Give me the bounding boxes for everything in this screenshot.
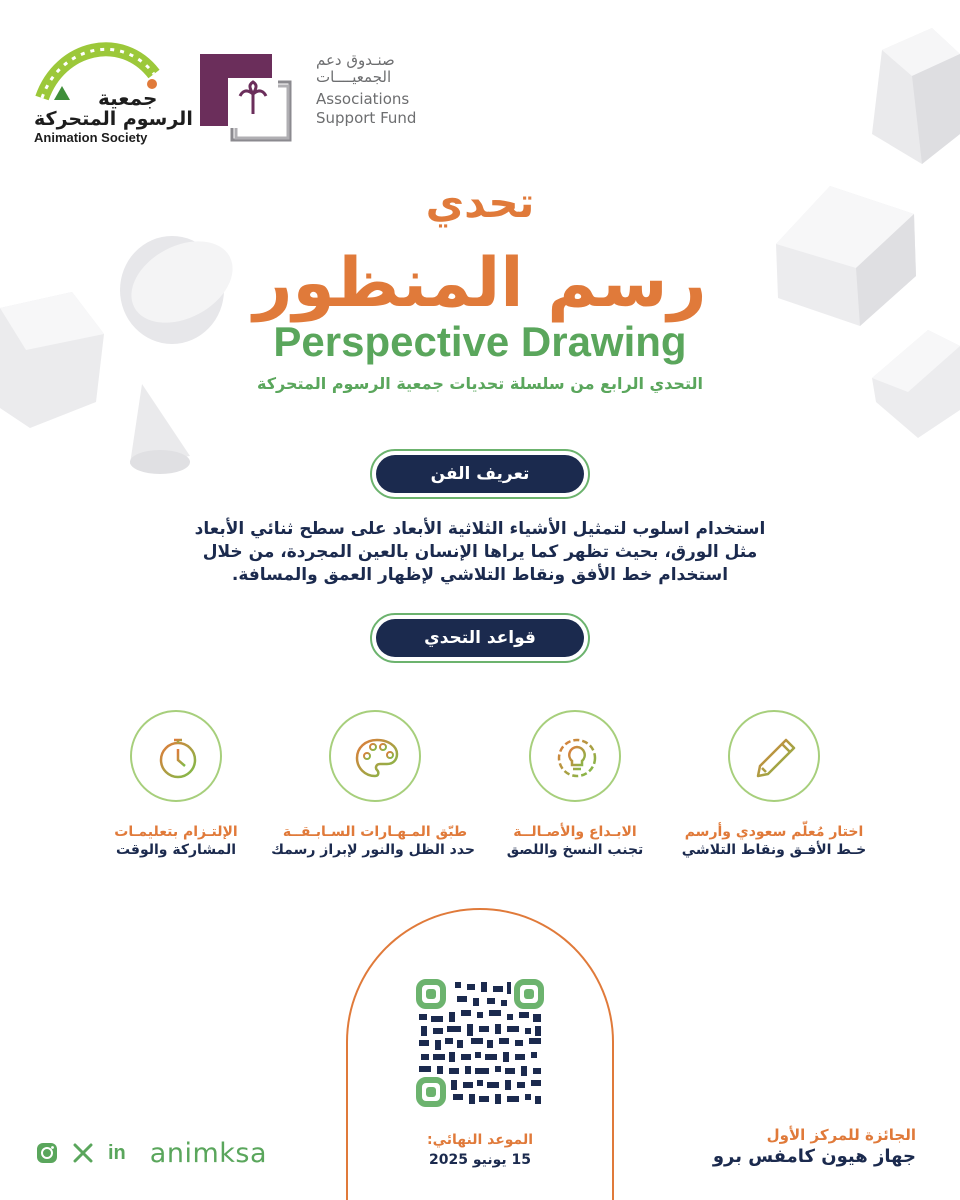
social-handle[interactable]: animksa bbox=[149, 1137, 267, 1169]
rule-title: اختار مُعلّم سعودي وأرسم bbox=[684, 824, 864, 840]
rule-item-1 bbox=[674, 710, 874, 858]
rule-desc: المشاركة والوقت bbox=[115, 842, 237, 858]
rule-icon-circle bbox=[130, 710, 222, 802]
rule-icon-circle bbox=[529, 710, 621, 802]
associations-support-fund-logo bbox=[198, 52, 418, 148]
palette-icon bbox=[353, 734, 401, 782]
rules-section-header bbox=[370, 613, 590, 663]
instagram-icon[interactable] bbox=[36, 1142, 58, 1164]
page-title: رسم المنظور bbox=[253, 244, 707, 323]
animation-society-logo bbox=[30, 36, 193, 148]
rule-desc: تجنب النسخ واللصق bbox=[506, 842, 644, 858]
page-subtitle: التحدي الرابع من سلسلة تحديات جمعية الرسوم المتحركة bbox=[257, 374, 703, 393]
rule-item-4 bbox=[76, 710, 276, 858]
animation-society-name-ar-1: جمعية bbox=[98, 86, 158, 110]
rule-title: طبّق المـهـارات السـابـقــة bbox=[282, 824, 468, 840]
palm-tree-emblem-icon bbox=[198, 52, 294, 148]
rule-item-2 bbox=[475, 710, 675, 858]
definition-section-header bbox=[370, 449, 590, 499]
rule-icon-circle bbox=[728, 710, 820, 802]
page-title-en: Perspective Drawing bbox=[273, 318, 687, 365]
lightbulb-gear-icon bbox=[553, 734, 601, 782]
x-icon[interactable] bbox=[72, 1142, 94, 1164]
animation-society-name-ar-2: الرسوم المتحركة bbox=[34, 108, 193, 130]
asf-name-en-2: Support Fund bbox=[316, 109, 417, 127]
definition-heading: تعريف الفن bbox=[376, 455, 584, 493]
linkedin-text: in bbox=[108, 1141, 126, 1164]
social-links bbox=[36, 1136, 267, 1170]
qr-code-icon[interactable] bbox=[415, 978, 545, 1108]
decorative-cone bbox=[126, 384, 192, 480]
prize-label: الجائزة للمركز الأول bbox=[766, 1126, 916, 1144]
deadline-date: 15 يونيو 2025 bbox=[429, 1152, 531, 1168]
rule-title: الابـداع والأصـالــة bbox=[513, 824, 637, 840]
asf-name-en-1: Associations bbox=[316, 90, 410, 108]
asf-name-ar-2: الجمعيــــات bbox=[316, 68, 392, 86]
decorative-cube-top-right bbox=[862, 14, 960, 170]
rule-desc: حدد الظل والنور لإبراز رسمك bbox=[271, 842, 475, 858]
linkedin-icon[interactable] bbox=[108, 1142, 126, 1164]
rule-icon-circle bbox=[329, 710, 421, 802]
rule-desc: خـط الأفـق ونقاط التلاشي bbox=[681, 842, 867, 858]
pencil-icon bbox=[752, 734, 800, 782]
challenge-label: تحدي bbox=[425, 178, 535, 227]
rule-item-3 bbox=[271, 710, 475, 858]
prize-value: جهاز هيون كامفس برو bbox=[712, 1146, 916, 1167]
clock-icon bbox=[154, 734, 202, 782]
deadline-label: الموعد النهائي: bbox=[426, 1132, 534, 1148]
definition-text: استخدام اسلوب لتمثيل الأشياء الثلاثية الأبعاد على سطح ثنائي الأبعاد مثل الورق، بحيث تظهر كما يراها الإنسان بالعين المجردة، من خلال استخدام خط الأفق ونقاط التلاشي لإظهار العمق والمسافة. bbox=[194, 519, 766, 585]
rule-title: الإلتـزام بتعليمـات bbox=[114, 824, 238, 840]
animation-society-name-en: Animation Society bbox=[34, 130, 148, 145]
rules-heading: قواعد التحدي bbox=[376, 619, 584, 657]
asf-name-ar-1: صنـدوق دعم bbox=[316, 51, 395, 69]
